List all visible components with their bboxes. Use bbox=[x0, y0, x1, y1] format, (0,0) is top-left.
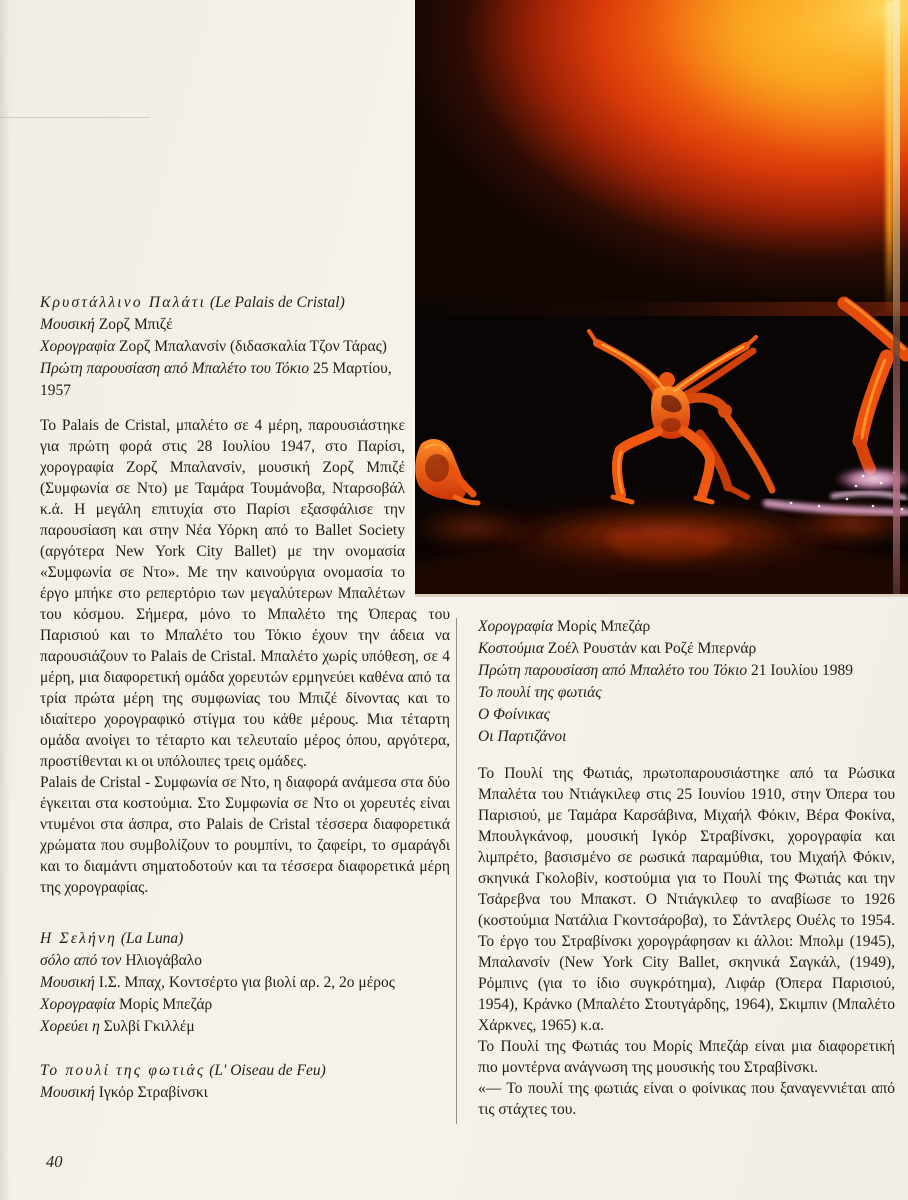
quote-phoenix: «— Το πουλί της φωτιάς είναι ο φοίνικας που ξαναγεννιέται από τις στάχτες του. bbox=[478, 1080, 895, 1118]
credit-line: Το πουλί της φωτιάς bbox=[478, 684, 602, 701]
credit-line: Η Σελήνη (La Luna) bbox=[40, 930, 184, 947]
gutter-highlight bbox=[893, 0, 900, 594]
photo-bottom-edge bbox=[415, 594, 908, 597]
credit-line: Ο Φοίνικας bbox=[478, 706, 550, 723]
credit-line: Κοστούμια Ζοέλ Ρουστάν και Ροζέ Μπερνάρ bbox=[478, 640, 757, 657]
credit-line: Μουσική Ι.Σ. Μπαχ, Κοντσέρτο για βιολί αρ. 2, 2ο μέρος bbox=[40, 974, 395, 991]
credits-la-luna bbox=[40, 928, 450, 1038]
right-column bbox=[478, 616, 895, 1120]
left-column bbox=[40, 292, 450, 1104]
dancers-silhouette-graphic bbox=[415, 0, 908, 594]
paragraph-palais-history: Το Palais de Cristal, μπαλέτο σε 4 μέρη, παρουσιάστηκε για πρώτη φορά στις 28 Ιουλίου 1947, στο Παρίσι, χορογραφία Ζορζ Μπαλανσίν, μουσική Ζορζ Μπιζέ (Συμφωνία σε Ντο) με Ταμάρα Τουμάνοβα, Νταρσοβάλ κ.ά. Η μεγάλη επιτυχία στο Παρίσι εξασφάλισε την παρουσίαση και στην Νέα Υόρκη από το Ballet Society (αργότερα New York City Ballet) με την ονομασία «Συμφωνία σε Ντο». Με την καινούργια ονομασία το έργο μπήκε στο ρεπερτόριο των μεγαλύτερων Μπαλέτων του κόσμου. Σήμερα, μόνο το Μπαλέτο της Όπερας του Παρισιού και το Μπαλέτο του Τόκιο έχουν την άδεια να παρουσιάζουν το Palais de Cristal. Μπαλέτο χωρίς υπόθεση, σε 4 μέρη, μια διαφορετική ομάδα χορευτών ερμηνεύει καθένα από τα τρία πρώτα μέρη της συμφωνίας του Μπιζέ δίνοντας και το ιδιαίτερο χορογραφικό στίγμα του κάθε μέρους. Μια τέταρτη ομάδα ανοίγει το τέταρτο και τελευταίο μέρος όπου, αργότερα, προστίθενται κι οι υπόλοιπες τρεις ομάδες. bbox=[40, 417, 450, 770]
credit-line: Πρώτη παρουσίαση από Μπαλέτο του Τόκιο 25 Μαρτίου, 1957 bbox=[40, 360, 392, 399]
paragraph-firebird-history: Το Πουλί της Φωτιάς, πρωτοπαρουσιάστηκε από τα Ρώσικα Μπαλέτα του Ντιάγκιλεφ στις 25 Ιουνίου 1910, στην Όπερα του Παρισιού, με Ταμάρα Καρσάβινα, Μιχαήλ Φόκιν, Βέρα Φοκίνα, Μπουλγκάνοφ, μουσική Ιγκόρ Στραβίνσκι, χορογραφία και λιμπρέτο, βασισμένο σε ρωσικά παραμύθια, του Μιχαήλ Φόκιν, σκηνικά Γκολοβίν, κοστούμια για το Πουλί της Φωτιάς και την Τσάρεβνα του Μπακστ. Ο Ντιάγκιλεφ το αναβίωσε το 1926 (κοστούμια Νατάλια Γκοντσάροβα), το Σάντλερς Ουέλς το 1954. Το έργο του Στραβίνσκι χορογράφησαν κι άλλοι: Μπολμ (1945), Μπαλανσίν (New York City Ballet, σκηνικά Σαγκάλ, (1949), Ρόμπινς (για το ίδιο συγκρότημα), Λιφάρ (Όπερα Παρισιού, 1954), Κράνκο (Μπαλέτο Στουτγάρδης, 1964), Σκιμπιν (Μπαλέτο Χάρκνες, 1965) κ.α. bbox=[478, 765, 895, 1034]
work-title: Κρυστάλλινο Παλάτι bbox=[40, 294, 207, 311]
credit-line: Πρώτη παρουσίαση από Μπαλέτο του Τόκιο 21 Ιουλίου 1989 bbox=[478, 662, 853, 679]
photo-cutout-spacer bbox=[405, 415, 450, 600]
page-number: 40 bbox=[46, 1152, 63, 1171]
column-divider-rule bbox=[456, 618, 457, 1124]
ballet-stage-photo bbox=[415, 0, 908, 594]
credit-line: Μουσική Ζορζ Μπιζέ bbox=[40, 316, 173, 333]
credit-line: Οι Παρτιζάνοι bbox=[478, 728, 567, 745]
credit-line: Χορεύει η Συλβί Γκιλλέμ bbox=[40, 1018, 195, 1035]
work-title: Το πουλί της φωτιάς bbox=[40, 1062, 206, 1079]
credits-firebird-left bbox=[40, 1060, 450, 1104]
credits-palais-de-cristal bbox=[40, 292, 392, 402]
paragraph-bejart-version: Το Πουλί της Φωτιάς του Μορίς Μπεζάρ είναι μια διαφορετική πιο μοντέρνα ανάγνωση της μουσικής του Στραβίνσκι. bbox=[478, 1038, 895, 1076]
credit-line: σόλο από τον Ηλιογάβαλο bbox=[40, 952, 202, 969]
credits-firebird-tokyo bbox=[478, 616, 895, 748]
credit-line: Μουσική Ιγκόρ Στραβίνσκι bbox=[40, 1084, 208, 1101]
page-edge-shadow bbox=[0, 0, 10, 1200]
credit-line: Κρυστάλλινο Παλάτι (Le Palais de Cristal) bbox=[40, 294, 345, 311]
credit-line: Το πουλί της φωτιάς (L' Oiseau de Feu) bbox=[40, 1062, 326, 1079]
work-title: Η Σελήνη bbox=[40, 930, 117, 947]
scan-crease-line bbox=[0, 117, 150, 118]
paragraph-palais-costumes: Palais de Cristal - Συμφωνία σε Ντο, η διαφορά ανάμεσα στα δύο έγκειται στα κοστούμια. Στο Συμφωνία σε Ντο οι χορευτές είναι ντυμένοι στα άσπρα, στο Palais de Cristal τέσσερα διαφορετικά χρώματα που συμβολίζουν το ρουμπίνι, το ζαφείρι, το σμαράγδι και το διαμάντι σηματοδοτούν και τα τέσσερα διαφορετικά μέρη της χορογραφίας. bbox=[40, 774, 450, 896]
credit-line: Χορογραφία Μορίς Μπεζάρ bbox=[40, 996, 213, 1013]
light-streak bbox=[886, 0, 893, 318]
credit-line: Χορογραφία Ζορζ Μπαλανσίν (διδασκαλία Τζον Τάρας) bbox=[40, 338, 387, 355]
credit-line: Χορογραφία Μορίς Μπεζάρ bbox=[478, 618, 651, 635]
